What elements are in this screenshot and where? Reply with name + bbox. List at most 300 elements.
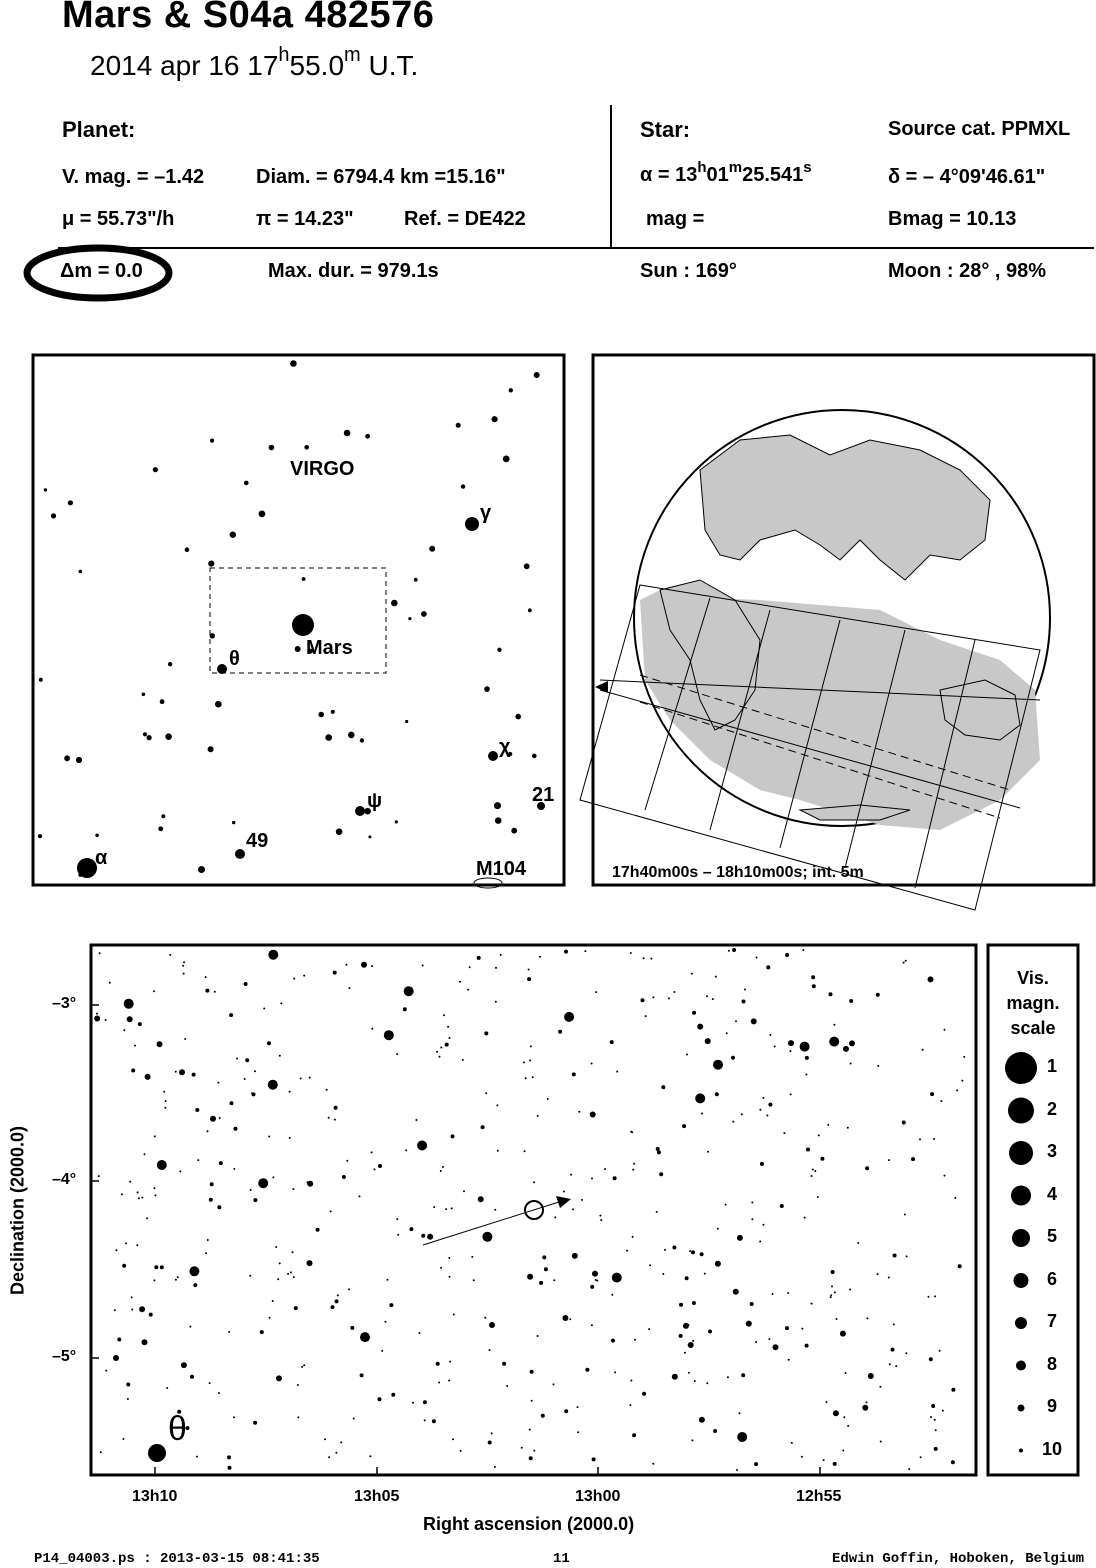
chart-star (134, 1045, 136, 1047)
chart-star (817, 1196, 819, 1198)
gamma-label: γ (480, 502, 492, 524)
chart-star (911, 1157, 915, 1161)
chart-star (126, 1383, 130, 1387)
chart-star (742, 1000, 746, 1004)
chart-star (268, 1080, 278, 1090)
chart-star (292, 1251, 294, 1253)
chart-star (179, 1069, 185, 1075)
chart-star (584, 950, 586, 952)
chart-star (564, 1012, 574, 1022)
chart-star (572, 1208, 574, 1210)
chart-star (374, 1168, 376, 1170)
chart-star (590, 1112, 596, 1118)
chart-star (564, 950, 568, 954)
chart-star (847, 1127, 849, 1129)
chart-star (121, 1193, 123, 1195)
chart-star (577, 1406, 579, 1408)
source-catalog: Source cat. PPMXL (888, 118, 1071, 140)
chart-star (189, 1266, 199, 1276)
chart-star (533, 1181, 535, 1183)
chart-star (494, 1209, 496, 1211)
chart-star (342, 1175, 346, 1179)
chart-star (612, 1273, 622, 1283)
chart-star (378, 1397, 382, 1401)
chart-star (209, 1382, 211, 1384)
chart-star (759, 1241, 761, 1243)
delta-magnitude: Δm = 0.0 (60, 260, 143, 282)
chart-star (888, 1159, 890, 1161)
chart-star (649, 1264, 651, 1266)
chart-star (123, 1029, 125, 1031)
chart-star (326, 1089, 328, 1091)
chart-star (485, 1092, 487, 1094)
chart-star (153, 990, 155, 992)
chart-star (297, 1416, 299, 1418)
chart-star (276, 1375, 282, 1381)
label-49: 49 (246, 830, 269, 852)
chart-star (650, 958, 652, 960)
chart-star (741, 1373, 745, 1377)
chart-star (641, 998, 645, 1002)
chart-star (934, 1419, 936, 1421)
chart-star (309, 1077, 311, 1079)
chart-star (652, 1463, 654, 1465)
chart-star (210, 1116, 216, 1122)
chart-star (788, 1359, 790, 1361)
chart-star (149, 1313, 153, 1317)
chart-star (585, 1368, 589, 1372)
chart-star (412, 1402, 414, 1404)
chart-star (920, 1456, 922, 1458)
mag-scale-title-line: scale (1010, 1018, 1056, 1038)
chart-star (153, 1187, 155, 1189)
chart-star (491, 1432, 493, 1434)
chart-star (688, 1372, 690, 1374)
chart-star (473, 1279, 475, 1281)
chart-star (661, 1085, 665, 1089)
chart-star (563, 1191, 565, 1193)
chart-star (610, 1040, 614, 1044)
chart-star (697, 1024, 703, 1030)
chart-star (633, 1163, 635, 1165)
chart-star (529, 1059, 531, 1061)
chart-star (387, 1279, 389, 1281)
chart-star (303, 975, 305, 977)
chart-star (525, 1077, 527, 1079)
chart-star (699, 1417, 705, 1423)
chart-star (922, 1049, 924, 1051)
chart-star (591, 1178, 593, 1180)
chart-star (530, 1370, 534, 1374)
chart-star (645, 1015, 647, 1017)
chart-star (449, 1276, 451, 1278)
chart-star (524, 1150, 526, 1152)
chart-star (122, 1438, 124, 1440)
psi-label: ψ (367, 790, 383, 812)
chart-star (496, 1104, 498, 1106)
chart-star (249, 1275, 251, 1277)
chart-star (688, 1324, 690, 1326)
chart-star (668, 997, 670, 999)
chart-star (294, 1306, 298, 1310)
chart-star (692, 1340, 694, 1342)
chart-star (477, 956, 481, 960)
chart-star (805, 1074, 807, 1076)
chart-star (790, 1093, 792, 1095)
axis-ticks (91, 1005, 820, 1475)
chart-star (706, 1382, 708, 1384)
chart-star (751, 1018, 757, 1024)
chart-star (438, 1382, 440, 1384)
chart-star (245, 1058, 249, 1062)
chart-star (768, 1338, 770, 1340)
chart-star (928, 976, 934, 982)
chart-star (443, 1014, 445, 1016)
chart-star (963, 1056, 965, 1058)
chart-star (448, 1257, 450, 1259)
chart-star (577, 1431, 579, 1433)
chart-star (648, 1328, 650, 1330)
chart-star (843, 1416, 845, 1418)
chart-star (643, 957, 645, 959)
chart-star (739, 1412, 741, 1414)
chart-star (359, 1195, 361, 1197)
mag-scale-label: 4 (1047, 1183, 1058, 1204)
x-tick-13h00: 13h00 (575, 1488, 621, 1505)
chart-star (537, 1115, 539, 1117)
chart-star (136, 1244, 138, 1246)
chart-star (138, 1197, 140, 1199)
chart-star (591, 1324, 593, 1326)
chart-star (523, 1061, 525, 1063)
chart-star (459, 981, 461, 983)
chart-star (879, 1386, 881, 1388)
chart-star (672, 1374, 678, 1380)
chart-star (183, 961, 185, 963)
chart-star (595, 991, 597, 993)
mag-scale-dot (1011, 1186, 1031, 1206)
chart-star (570, 1174, 572, 1176)
chart-star (929, 1357, 933, 1361)
chart-star (831, 1270, 835, 1274)
chart-star (146, 1217, 148, 1219)
chart-star (694, 1380, 696, 1382)
chart-star (877, 1065, 879, 1067)
star-bmag: Bmag = 10.13 (888, 208, 1017, 230)
chart-star (105, 1019, 107, 1021)
chart-star (328, 1117, 330, 1119)
chart-star (137, 1191, 139, 1193)
chart-star (154, 1135, 156, 1137)
chart-star (385, 1321, 387, 1323)
theta-label: θ (229, 648, 240, 670)
chart-star (857, 1242, 859, 1244)
chart-star (940, 1100, 942, 1102)
chart-star (811, 975, 815, 979)
chart-star (820, 1157, 824, 1161)
date-text: 2014 apr 16 17 (90, 50, 279, 81)
chart-star (481, 1125, 485, 1129)
chart-star (840, 1331, 846, 1337)
chart-star (145, 1074, 151, 1080)
x-tick-13h10: 13h10 (132, 1488, 178, 1505)
chart-star (127, 1398, 129, 1400)
chart-star (209, 1198, 213, 1202)
mag-scale-title-line: Vis. (1017, 968, 1049, 988)
chart-star (275, 1246, 277, 1248)
chart-star (826, 1401, 828, 1403)
mag-scale-dot (1016, 1361, 1026, 1371)
chart-star (530, 1045, 532, 1047)
planet-ephemeris-ref: Ref. = DE422 (404, 208, 526, 230)
chart-star (599, 1215, 601, 1217)
minutes-unit: m (344, 44, 361, 66)
chart-star (260, 1330, 264, 1334)
chart-star (396, 1053, 398, 1055)
chart-star (527, 1274, 533, 1280)
planet-diameter: Diam. = 6794.4 km =15.16" (256, 166, 506, 188)
chart-star (451, 1207, 453, 1209)
chart-star (335, 1452, 337, 1454)
chart-star (652, 996, 654, 998)
chart-star (330, 1210, 332, 1212)
chart-star (629, 1404, 631, 1406)
chart-star (272, 1300, 274, 1302)
chart-star (263, 1008, 265, 1010)
chart-star (850, 1063, 852, 1065)
chart-star (192, 1073, 196, 1077)
chart-star (350, 1326, 354, 1330)
m104-label: M104 (476, 858, 527, 880)
chart-star (175, 1071, 177, 1073)
x-tick-12h55: 12h55 (796, 1488, 842, 1505)
chart-star (737, 1432, 747, 1442)
chart-star (572, 1072, 576, 1076)
chart-star (293, 1276, 295, 1278)
chart-star (423, 1400, 427, 1404)
chart-star (942, 1410, 944, 1412)
chart-star (397, 1234, 399, 1236)
chart-star (371, 1151, 373, 1153)
chart-star (801, 1456, 803, 1458)
chart-star (303, 1364, 305, 1366)
chart-star (542, 1255, 546, 1259)
chart-star (114, 1309, 116, 1311)
chart-star (488, 1441, 492, 1445)
chart-star (197, 1159, 199, 1161)
chart-star (783, 1132, 785, 1134)
chart-star (529, 1456, 533, 1460)
chart-star (494, 1466, 496, 1468)
chart-star (125, 1242, 127, 1244)
chart-star (656, 1147, 660, 1151)
chart-star (109, 982, 111, 984)
chart-star (732, 948, 736, 952)
chart-star (277, 1278, 279, 1280)
chart-star (785, 953, 789, 957)
chart-star (219, 1161, 223, 1165)
chart-star (484, 1317, 486, 1319)
chart-star (642, 1392, 646, 1396)
chart-star (449, 1037, 451, 1039)
chart-star (453, 1314, 455, 1316)
chart-star (189, 1326, 191, 1328)
chart-star (433, 1206, 435, 1208)
chart-star (951, 1460, 955, 1464)
y-tick-minus5: –5° (52, 1348, 77, 1365)
chart-star (533, 1450, 535, 1452)
chart-star (234, 1127, 238, 1131)
mag-scale-label: 8 (1047, 1353, 1058, 1374)
chart-star (205, 989, 209, 993)
chart-star (893, 1254, 897, 1258)
mars-path-arrow (556, 1196, 571, 1208)
chart-star (292, 1188, 294, 1190)
chart-star (715, 1261, 721, 1267)
chart-star (544, 1267, 548, 1271)
chart-star (614, 1371, 616, 1373)
footer-file-info: P14_04003.ps : 2013-03-15 08:41:35 (34, 1551, 320, 1567)
chart-star (371, 965, 373, 967)
chart-star (683, 1323, 689, 1329)
chart-star (685, 1276, 689, 1280)
chart-star (182, 965, 184, 967)
chart-star (502, 1362, 506, 1366)
chart-star (179, 1170, 181, 1172)
chart-star (891, 1348, 895, 1352)
chart-star (662, 1273, 664, 1275)
chart-star (531, 1400, 533, 1402)
chart-star (833, 1462, 837, 1466)
chart-star (448, 1380, 450, 1382)
chart-star (829, 1037, 839, 1047)
chart-star (287, 1273, 289, 1275)
chart-star (659, 1172, 663, 1176)
chart-star (604, 1168, 606, 1170)
chart-star (626, 1250, 628, 1252)
chart-star (124, 999, 134, 1009)
chart-star (754, 1462, 758, 1466)
chart-star (337, 1294, 339, 1296)
chart-star (217, 1205, 221, 1209)
chart-star (207, 1239, 209, 1241)
chart-star (679, 1334, 683, 1338)
chart-star (267, 1041, 271, 1045)
chart-star (489, 1349, 491, 1351)
chart-star (436, 1362, 440, 1366)
chart-star (553, 1279, 555, 1281)
chart-star (701, 1113, 703, 1115)
ra-h-unit: h (697, 159, 707, 176)
chart-star (227, 1455, 231, 1459)
chart-star (164, 1107, 166, 1109)
chart-star (445, 1043, 449, 1047)
mag-scale-dot (1005, 1052, 1037, 1084)
chart-star (541, 1414, 545, 1418)
chart-star (489, 1322, 495, 1328)
chart-star (708, 1330, 712, 1334)
chart-star (506, 1385, 508, 1387)
chart-star (818, 1134, 820, 1136)
chart-star (98, 1175, 100, 1177)
ra-seconds: 25.541 (742, 164, 804, 186)
globe-time-range: 17h40m00s – 18h10m00s; int. 5m (612, 864, 864, 881)
chart-star (952, 1389, 954, 1391)
chart-star (736, 1469, 738, 1471)
chart-star (440, 1047, 442, 1049)
mag-scale-dot (1009, 1141, 1033, 1165)
star-theta-detail (148, 1444, 166, 1462)
star-heading: Star: (640, 117, 691, 142)
chart-star (611, 1294, 613, 1296)
chart-star (591, 1063, 593, 1065)
chart-star (418, 1332, 420, 1334)
mag-scale-dot (1012, 1229, 1030, 1247)
mars-path (423, 1201, 562, 1245)
chart-star (129, 1181, 131, 1183)
chart-star (888, 1277, 890, 1279)
chart-star (165, 1100, 167, 1102)
chart-star (436, 1051, 438, 1053)
chart-star (590, 1285, 594, 1289)
chart-star (868, 1373, 874, 1379)
chart-star (229, 1013, 233, 1017)
chart-star (460, 1450, 462, 1452)
chart-star (688, 1342, 694, 1348)
chart-star (554, 1216, 556, 1218)
chart-star (421, 1234, 425, 1238)
chart-star (301, 1366, 303, 1368)
chart-star (564, 1409, 568, 1413)
chart-star (558, 1030, 562, 1034)
chart-star (805, 1056, 809, 1060)
max-duration: Max. dur. = 979.1s (268, 260, 439, 282)
chart-star (219, 1117, 221, 1119)
ra-hours: α = 13 (640, 164, 698, 186)
chart-star (334, 1119, 336, 1121)
chart-star (931, 1404, 935, 1408)
chart-star (361, 962, 367, 968)
chart-star (806, 1148, 810, 1152)
chart-star (958, 1264, 962, 1268)
chart-star (737, 1235, 743, 1241)
chart-star (691, 1250, 695, 1254)
chart-star (440, 1267, 442, 1269)
chart-star (449, 1361, 451, 1363)
chart-star (467, 989, 469, 991)
chart-star (750, 1302, 754, 1306)
sun-elongation: Sun : 169° (640, 260, 737, 282)
moon-elongation: Moon : 28° , 98% (888, 260, 1047, 282)
chart-star (169, 954, 171, 956)
time-suffix: U.T. (360, 50, 419, 81)
chart-star (632, 1236, 634, 1238)
chart-star (849, 999, 853, 1003)
chart-star (684, 1352, 686, 1354)
chart-star (830, 1294, 832, 1296)
chart-star (205, 976, 207, 978)
chart-star (811, 1303, 813, 1305)
chart-star (300, 1078, 302, 1080)
chart-star (805, 1344, 809, 1348)
chart-star (691, 1439, 693, 1441)
chart-star (346, 1160, 348, 1162)
chart-star (632, 1433, 636, 1437)
chart-star (391, 1393, 395, 1397)
chart-star (115, 1249, 117, 1251)
chart-star (630, 952, 632, 954)
chart-star (183, 973, 185, 975)
